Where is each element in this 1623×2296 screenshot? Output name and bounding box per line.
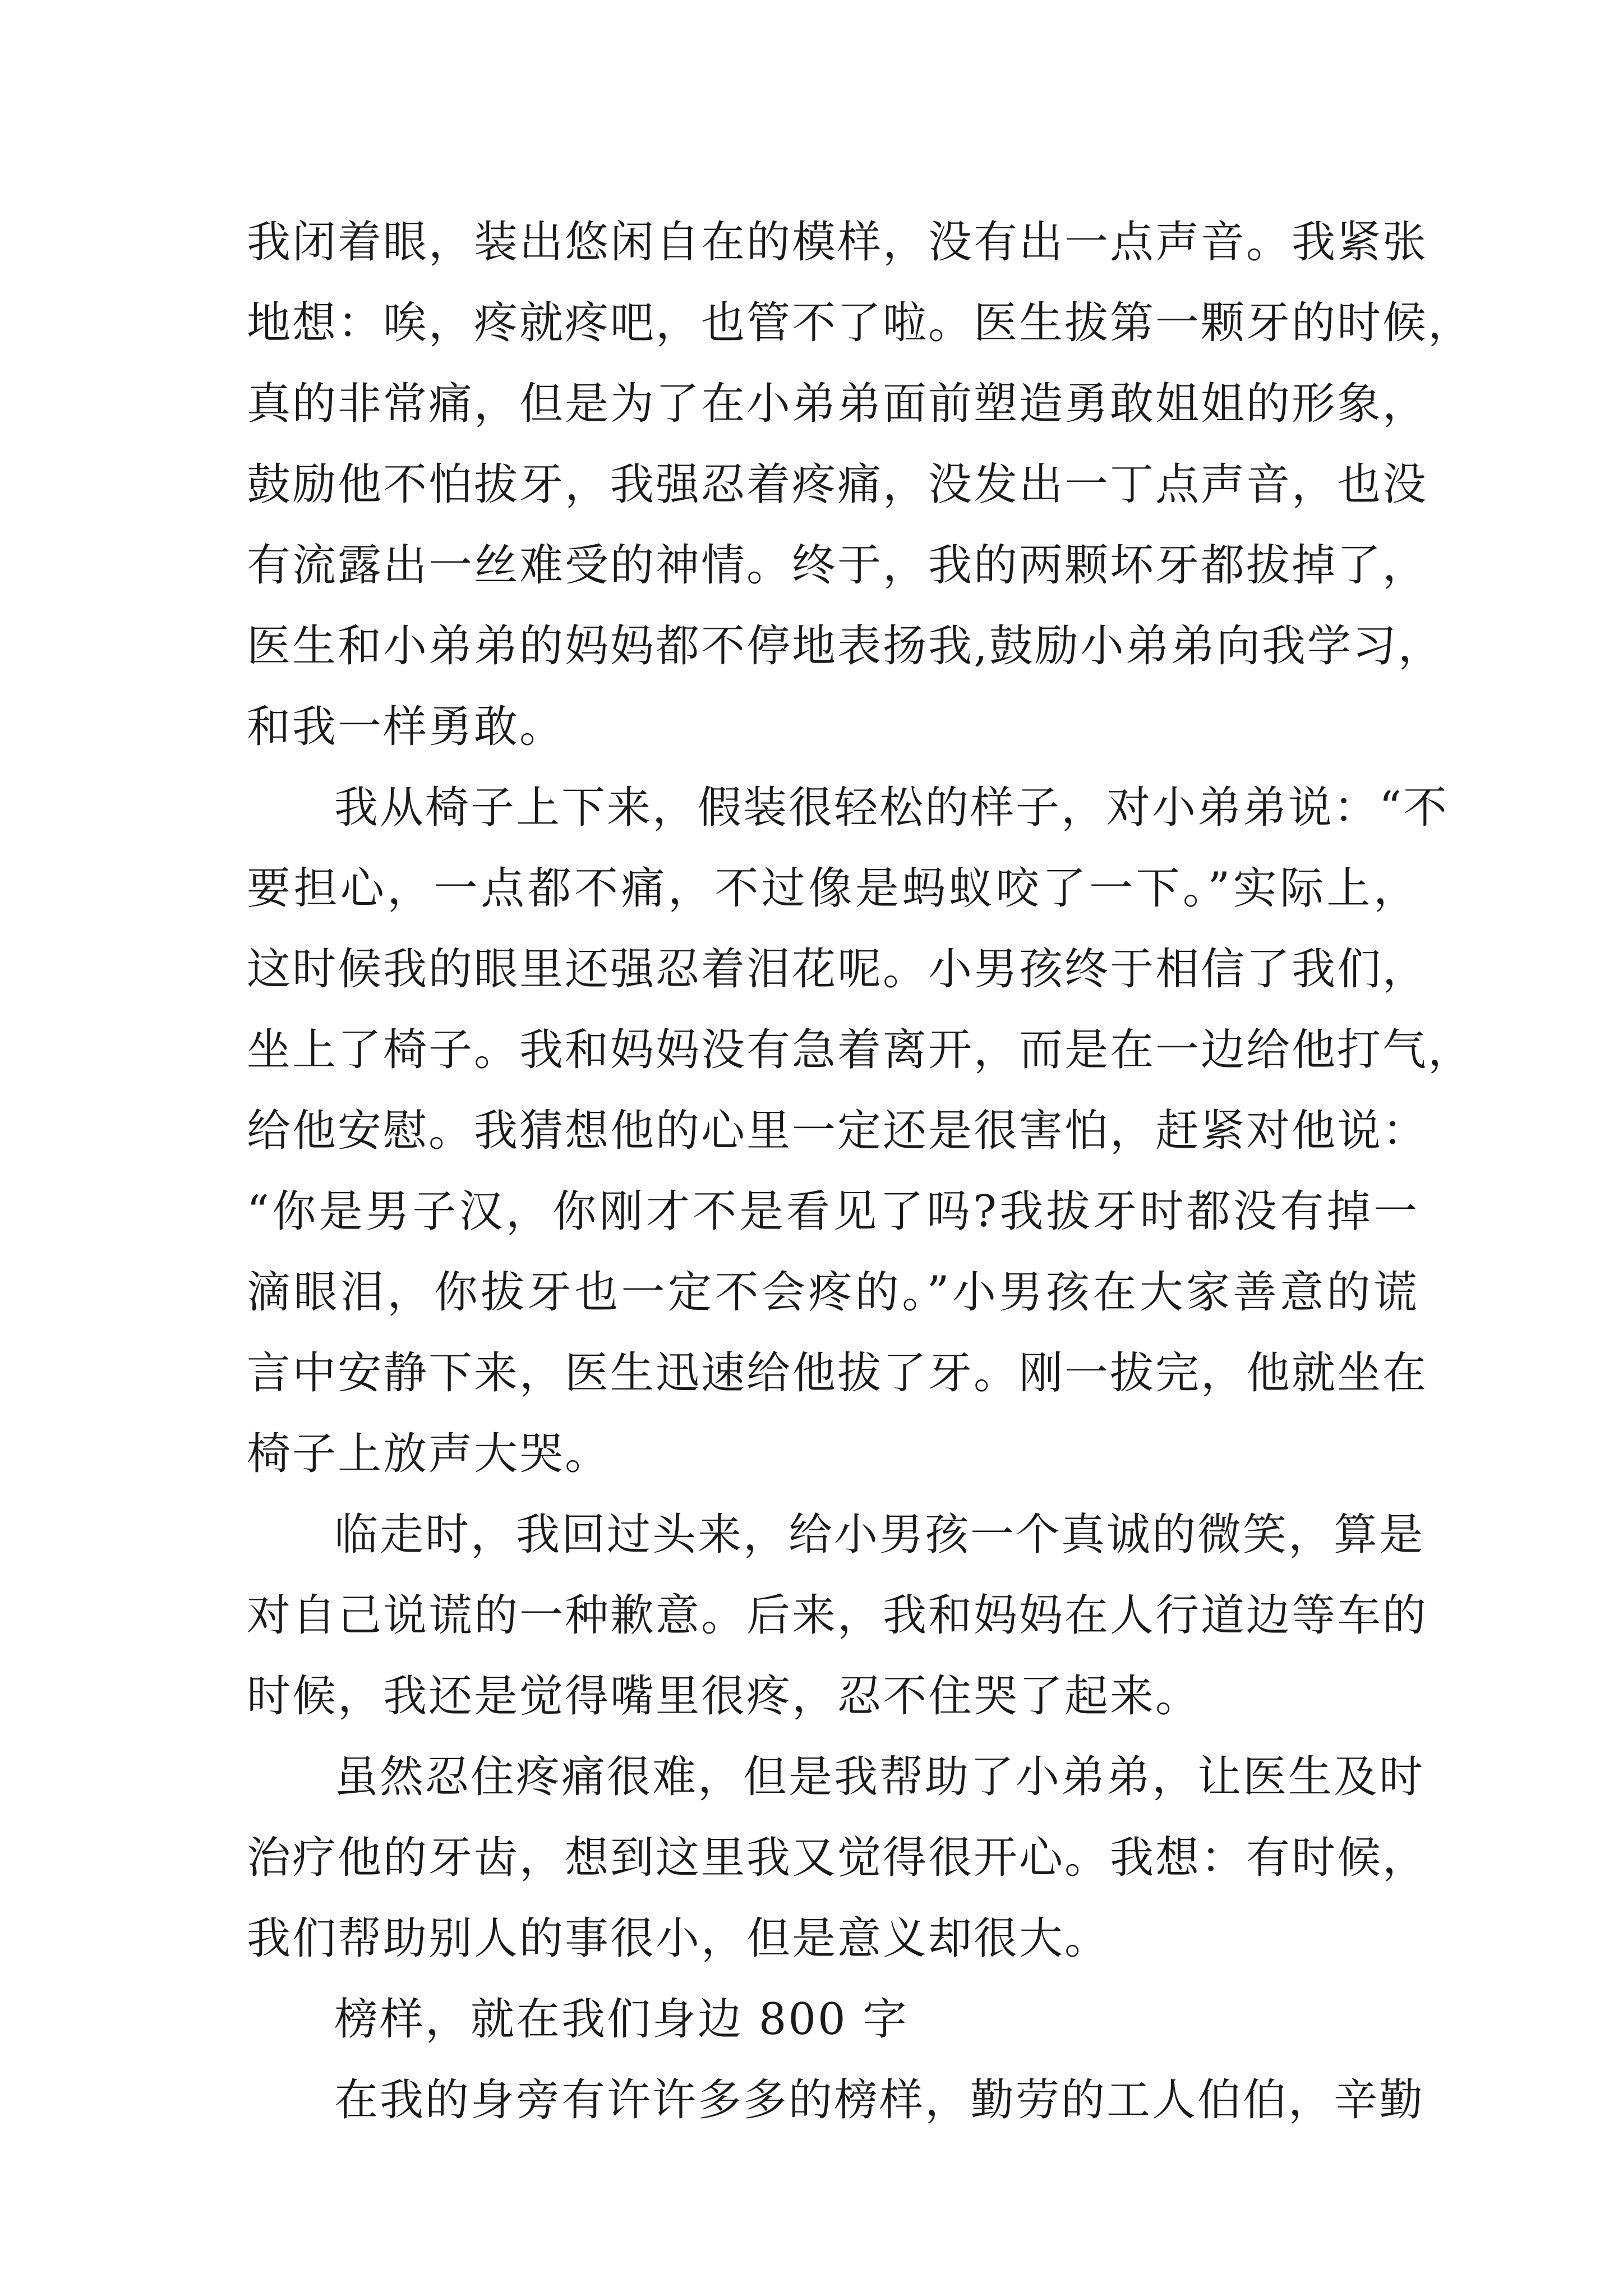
text-line: 治疗他的牙齿，想到这里我又觉得很开心。我想：有时候， (247, 1833, 1428, 1883)
text-line: 我闭着眼，装出悠闲自在的模样，没有出一点声音。我紧张 (247, 217, 1428, 268)
text-line: 有流露出一丝难受的神情。终于，我的两颗坏牙都拔掉了， (247, 540, 1428, 591)
text-line: 坐上了椅子。我和妈妈没有急着离开，而是在一边给他打气， (247, 1025, 1474, 1075)
text-line: 真的非常痛，但是为了在小弟弟面前塑造勇敢姐姐的形象， (247, 379, 1428, 429)
article-body (247, 202, 1474, 2141)
text-line: 时候，我还是觉得嘴里很疼，忍不住哭了起来。 (247, 1671, 1201, 1722)
text-line: 要担心，一点都不痛，不过像是蚂蚁咬了一下。”实际上， (247, 863, 1419, 914)
paragraph-first-line: 在我的身旁有许许多多的榜样，勤劳的工人伯伯，辛勤 (334, 2075, 1425, 2125)
text-line: 对自己说谎的一种歉意。后来，我和妈妈在人行道边等车的 (247, 1590, 1428, 1641)
text-line: 鼓励他不怕拔牙，我强忍着疼痛，没发出一丁点声音，也没 (247, 459, 1428, 510)
section-heading: 榜样，就在我们身边 800 字 (334, 1994, 909, 2045)
text-line: 和我一样勇敢。 (247, 702, 565, 752)
text-line: 给他安慰。我猜想他的心里一定还是很害怕，赶紧对他说： (247, 1106, 1428, 1156)
paragraph-first-line: 临走时，我回过头来，给小男孩一个真诚的微笑，算是 (334, 1510, 1425, 1560)
text-line: “你是男子汉，你刚才不是看见了吗?我拔牙时都没有掉一 (247, 1186, 1419, 1237)
text-line: 滴眼泪，你拔牙也一定不会疼的。”小男孩在大家善意的谎 (247, 1267, 1419, 1318)
text-line: 言中安静下来，医生迅速给他拔了牙。刚一拔完，他就坐在 (247, 1348, 1428, 1398)
text-line: 医生和小弟弟的妈妈都不停地表扬我,鼓励小弟弟向我学习， (247, 621, 1444, 671)
text-line: 椅子上放声大哭。 (247, 1429, 611, 1479)
text-line: 地想：唉，疼就疼吧，也管不了啦。医生拔第一颗牙的时候， (247, 298, 1474, 348)
text-line: 我们帮助别人的事很小，但是意义却很大。 (247, 1913, 1110, 1964)
paragraph-first-line: 虽然忍住疼痛很难，但是我帮助了小弟弟，让医生及时 (334, 1752, 1425, 1802)
text-line: 这时候我的眼里还强忍着泪花呢。小男孩终于相信了我们， (247, 944, 1428, 995)
paragraph-first-line: 我从椅子上下来，假装很轻松的样子，对小弟弟说：“不 (334, 783, 1449, 833)
